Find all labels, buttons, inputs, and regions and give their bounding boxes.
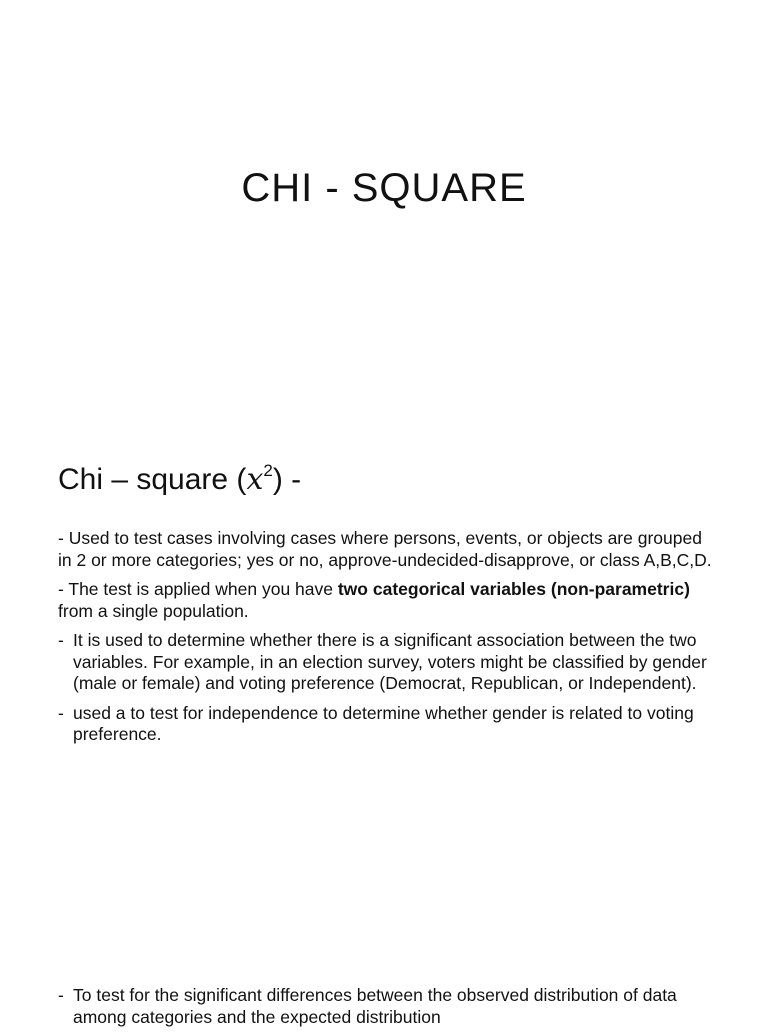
- bottom-bullet-list: [58, 985, 718, 1028]
- list-item: [58, 985, 718, 1028]
- bullet-text: used a to test for independence to determine whether gender is related to voting preference.: [73, 702, 694, 744]
- heading-suffix: ) -: [272, 463, 302, 496]
- section-heading: [58, 462, 301, 497]
- bullet-text: To test for the significant differences between the observed distribution of data among categories and the expected distribution: [73, 985, 677, 1027]
- applied-after: from a single population.: [58, 600, 249, 621]
- slide-title: CHI - SQUARE: [241, 166, 527, 210]
- bullet-text: It is used to determine whether there is a significant association between the two variables. For example, in an election survey, voters might be classified by gender (male or female) and voting preference (Democrat, Republican, or Independent).: [73, 630, 707, 693]
- list-item: [58, 630, 718, 695]
- bottom-block: [58, 985, 718, 1036]
- bullet-list: [58, 630, 718, 746]
- usage-paragraph: - Used to test cases involving cases where persons, events, or objects are grouped in 2 or more categories; yes or no, approve-undecided-disapprove, or class A,B,C,D.: [58, 528, 712, 570]
- heading-prefix: Chi – square (: [58, 463, 247, 496]
- chi-exponent: 2: [263, 461, 273, 480]
- bullet-dash: -: [58, 985, 64, 1005]
- list-item: [58, 703, 718, 746]
- bullet-dash: -: [58, 630, 64, 650]
- bullet-dash: -: [58, 702, 64, 723]
- applied-paragraph: [58, 579, 718, 622]
- applied-bold: two categorical variables (non-parametric): [337, 579, 690, 599]
- definition-block: [58, 528, 718, 754]
- chi-symbol: x: [246, 462, 264, 497]
- applied-before: - The test is applied when you have: [58, 579, 338, 599]
